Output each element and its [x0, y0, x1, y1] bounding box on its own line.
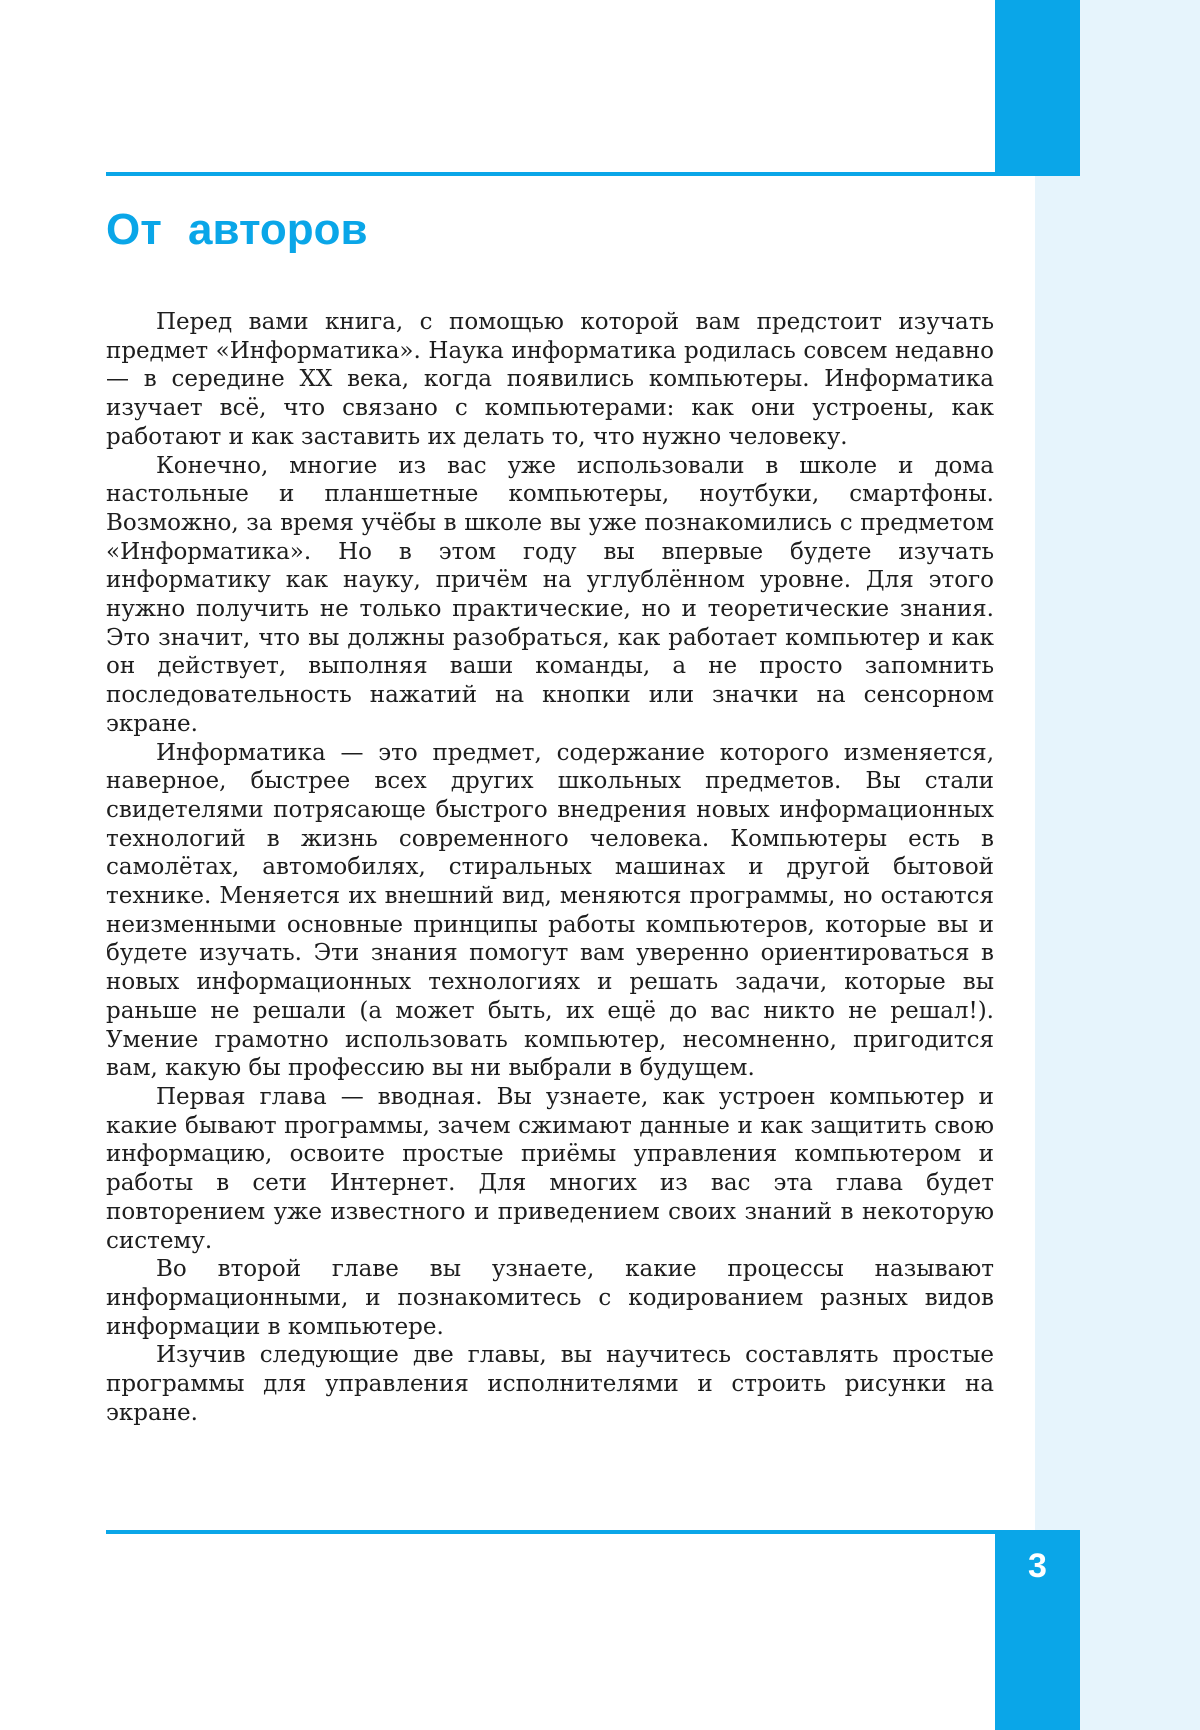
top-color-tab	[995, 0, 1080, 175]
side-band	[1035, 0, 1200, 1730]
bottom-rule	[106, 1530, 1080, 1534]
paragraph: Информатика — это предмет, содержание которого изменяется, наверное, быстрее всех других школьных предметов. Вы стали свидетелями потрясающе быстрого внедрения новых информационных технологий в жизнь современного человека. Компьютеры есть в самолётах, автомобилях, стиральных машинах и другой бытовой технике. Меняется их внешний вид, меняются программы, но остаются неизменными основные принципы работы компьютеров, которые вы и будете изучать. Эти знания помогут вам уверенно ориентироваться в новых информационных технологиях и решать задачи, которые вы раньше не решали (а может быть, их ещё до вас никто не решал!). Умение грамотно использовать компьютер, несомненно, пригодится вам, какую бы профессию вы ни выбрали в будущем.	[106, 739, 994, 1082]
paragraph: Во второй главе вы узнаете, какие процессы называют информационными, и познакомитесь с кодированием разных видов информации в компьютере.	[106, 1256, 994, 1340]
paragraph: Изучив следующие две главы, вы научитесь составлять простые программы для управления исполнителями и строить рисунки на экране.	[106, 1342, 994, 1426]
paragraph: Перед вами книга, с помощью которой вам предстоит изучать предмет «Информатика». Наука информатика родилась совсем недавно — в середине XX века, когда появились компьютеры. Информатика изучает всё, что связано с компьютерами: как они устроены, как работают и как заставить их делать то, что нужно человеку.	[106, 309, 994, 450]
top-rule	[106, 172, 1080, 176]
page-number: 3	[1028, 1547, 1047, 1585]
paragraph: Конечно, многие из вас уже использовали в школе и дома настольные и планшетные компьютеры, ноутбуки, смартфоны. Возможно, за время учёбы в школе вы уже познакомились с предметом «Информатика». Но в этом году вы впервые будете изучать информатику как науку, причём на углублённом уровне. Для этого нужно получить не только практические, но и теоретические знания. Это значит, что вы должны разобраться, как работает компьютер и как он действует, выполняя ваши команды, а не просто запомнить последовательность нажатий на кнопки или значки на сенсорном экране.	[106, 452, 994, 737]
page-title: От авторов	[106, 205, 368, 254]
body-text	[106, 308, 994, 1427]
paragraph: Первая глава — вводная. Вы узнаете, как устроен компьютер и какие бывают программы, зачем сжимают данные и как защитить свою информацию, освоите простые приёмы управления компьютером и работы в сети Интернет. Для многих из вас эта глава будет повторением уже известного и приведением своих знаний в некоторую систему.	[106, 1083, 994, 1254]
